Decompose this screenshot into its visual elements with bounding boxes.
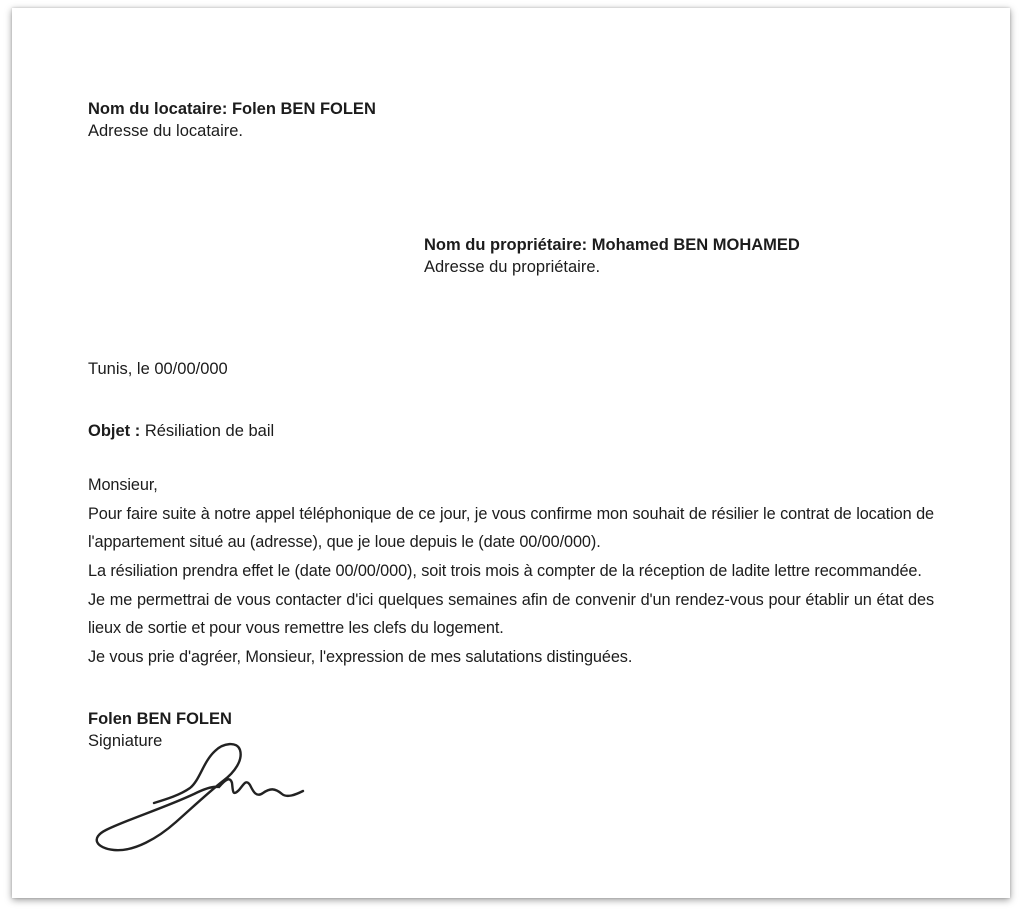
tenant-name-line: Nom du locataire: Folen BEN FOLEN: [88, 100, 376, 118]
landlord-block: [424, 234, 800, 278]
subject-line: [88, 420, 274, 442]
signature-caption: Signiature: [88, 732, 163, 750]
signer-name: Folen BEN FOLEN: [88, 710, 232, 728]
subject-label: Objet :: [88, 422, 141, 440]
salutation: Monsieur,: [88, 476, 158, 494]
letter-body: [88, 471, 934, 672]
subject-text: Résiliation de bail: [140, 422, 275, 440]
tenant-block: [88, 98, 376, 142]
letter-page: [12, 8, 1010, 898]
body-paragraph: Pour faire suite à notre appel téléphonique de ce jour, je vous confirme mon souhait de résilier le contrat de location de l'appartement situé au (adresse), que je loue depuis le (date 00/00/000).: [88, 505, 934, 551]
body-paragraph: Je me permettrai de vous contacter d'ici quelques semaines afin de convenir d'un rendez-vous pour établir un état des lieux de sortie et pour vous remettre les clefs du logement.: [88, 591, 934, 637]
dateline: Tunis, le 00/00/000: [88, 360, 228, 378]
landlord-name-line: Nom du propriétaire: Mohamed BEN MOHAMED: [424, 236, 800, 254]
tenant-address-line: Adresse du locataire.: [88, 122, 244, 140]
landlord-address-line: Adresse du propriétaire.: [424, 258, 601, 276]
handwritten-signature: [82, 740, 322, 880]
body-paragraph: Je vous prie d'agréer, Monsieur, l'expression de mes salutations distinguées.: [88, 648, 633, 666]
body-paragraph: La résiliation prendra effet le (date 00/00/000), soit trois mois à compter de la réception de ladite lettre recommandée.: [88, 562, 922, 580]
